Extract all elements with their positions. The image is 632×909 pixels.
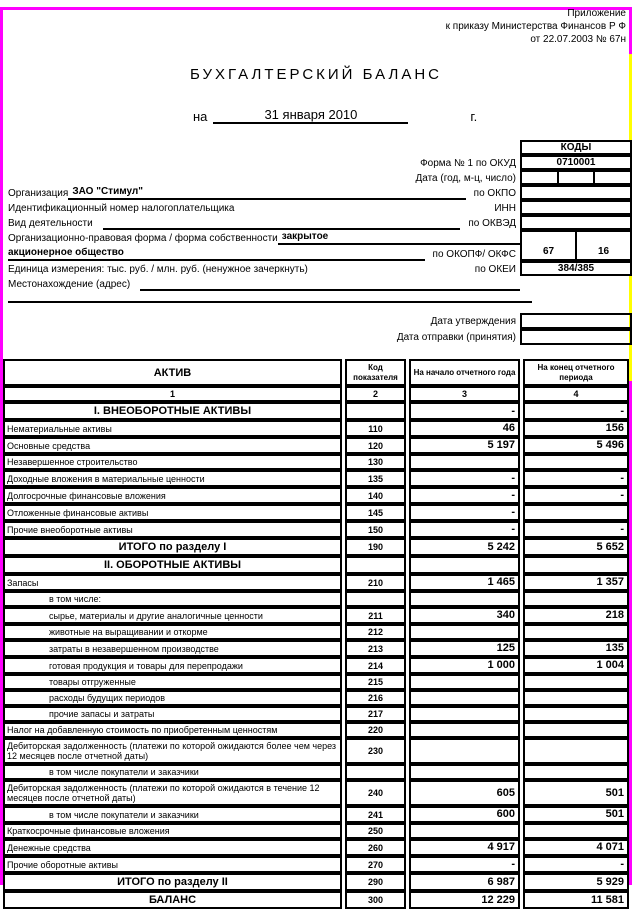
row-start-value-cell: 6 987 — [409, 873, 520, 891]
send-date-cell — [520, 329, 632, 345]
row-end-value-cell: 5 652 — [523, 538, 629, 556]
row-end-value-cell — [523, 556, 629, 574]
okfs-code-cell: 16 — [597, 246, 610, 257]
row-start-value-cell: - — [409, 521, 520, 538]
row-label-cell: товары отгруженные — [3, 674, 342, 690]
table-row — [3, 839, 629, 856]
row-label-cell: животные на выращивании и откорме — [3, 624, 342, 640]
row-label-cell: Запасы — [3, 574, 342, 591]
row-code-cell: 260 — [345, 839, 406, 856]
okopf-okfs-cells — [520, 230, 632, 261]
row-end-value-cell: 218 — [523, 607, 629, 624]
row-start-value-cell: 4 917 — [409, 839, 520, 856]
okopf-okfs-label: по ОКОПФ/ ОКФС — [432, 249, 516, 260]
row-end-value-cell: 501 — [523, 780, 629, 806]
report-date-line — [0, 107, 632, 124]
row-end-value-cell: 1 357 — [523, 574, 629, 591]
row-start-value-cell — [409, 706, 520, 722]
column-header-code: Код показателя — [345, 359, 406, 386]
row-end-value-cell: 1 004 — [523, 657, 629, 674]
row-start-value-cell — [409, 764, 520, 780]
row-label-cell: ИТОГО по разделу I — [3, 538, 342, 556]
row-code-cell: 300 — [345, 891, 406, 909]
row-label-cell: готовая продукция и товары для перепродажи — [3, 657, 342, 674]
table-row — [3, 891, 629, 909]
table-row — [3, 574, 629, 591]
column-number-2: 2 — [345, 386, 406, 402]
appendix-note-line2: к приказу Министерства Финансов Р Ф — [445, 21, 626, 32]
okei-code-cell: 384/385 — [520, 261, 632, 276]
okud-row — [8, 155, 632, 170]
row-label-cell: сырье, материалы и другие аналогичные ценности — [3, 607, 342, 624]
page-title: БУХГАЛТЕРСКИЙ БАЛАНС — [190, 66, 442, 83]
table-row — [3, 856, 629, 873]
appendix-note-line1: Приложение — [567, 8, 626, 19]
okei-label: по ОКЕИ — [474, 264, 516, 275]
table-row — [3, 538, 629, 556]
row-code-cell: 212 — [345, 624, 406, 640]
okved-code-cell — [520, 215, 632, 230]
send-date-row — [8, 329, 632, 345]
address-label: Местонахождение (адрес) — [8, 279, 131, 290]
row-start-value-cell — [409, 624, 520, 640]
table-row — [3, 454, 629, 470]
okud-label: Форма № 1 по ОКУД — [420, 158, 516, 169]
organization-value: ЗАО "Стимул" — [68, 185, 465, 200]
row-code-cell: 150 — [345, 521, 406, 538]
row-label-cell: Краткосрочные финансовые вложения — [3, 823, 342, 839]
row-code-cell: 213 — [345, 640, 406, 657]
inn-row — [8, 200, 632, 215]
organization-row — [8, 185, 632, 200]
row-code-cell: 145 — [345, 504, 406, 521]
row-end-value-cell: - — [523, 521, 629, 538]
date-year-cell — [522, 172, 559, 183]
address-row — [8, 276, 632, 291]
row-code-cell — [345, 764, 406, 780]
row-code-cell: 120 — [345, 437, 406, 454]
table-row — [3, 764, 629, 780]
row-end-value-cell: 156 — [523, 420, 629, 437]
row-start-value-cell — [409, 722, 520, 738]
row-code-cell: 220 — [345, 722, 406, 738]
row-code-cell: 135 — [345, 470, 406, 487]
date-code-cells — [520, 170, 632, 185]
row-start-value-cell — [409, 738, 520, 764]
legal-form-value2: акционерное общество — [8, 246, 425, 261]
table-row — [3, 640, 629, 657]
date-code-label: Дата (год, м-ц, число) — [415, 173, 516, 184]
row-code-cell — [345, 556, 406, 574]
legal-form-value1: закрытое — [278, 230, 520, 245]
table-row — [3, 607, 629, 624]
table-row — [3, 437, 629, 454]
row-start-value-cell: 605 — [409, 780, 520, 806]
row-start-value-cell: 125 — [409, 640, 520, 657]
table-row — [3, 873, 629, 891]
date-day-cell — [595, 172, 630, 183]
row-label-cell: Дебиторская задолженность (платежи по которой ожидаются в течение 12 месяцев после отчетной даты) — [3, 780, 342, 806]
row-start-value-cell — [409, 454, 520, 470]
row-label-cell: Прочие оборотные активы — [3, 856, 342, 873]
row-code-cell: 190 — [345, 538, 406, 556]
row-start-value-cell: 1 465 — [409, 574, 520, 591]
row-code-cell: 240 — [345, 780, 406, 806]
row-label-cell: Дебиторская задолженность (платежи по которой ожидаются более чем через 12 месяцев после отчетной даты) — [3, 738, 342, 764]
row-code-cell: 110 — [345, 420, 406, 437]
row-start-value-cell: 12 229 — [409, 891, 520, 909]
table-header-row — [3, 359, 629, 386]
table-row — [3, 780, 629, 806]
table-row — [3, 738, 629, 764]
row-label-cell: БАЛАНС — [3, 891, 342, 909]
activity-value-line — [103, 215, 461, 230]
row-start-value-cell: 340 — [409, 607, 520, 624]
codes-header-row — [8, 140, 632, 155]
table-row — [3, 504, 629, 521]
row-label-cell: в том числе покупатели и заказчики — [3, 764, 342, 780]
row-label-cell: Налог на добавленную стоимость по приобретенным ценностям — [3, 722, 342, 738]
unit-row — [8, 261, 632, 276]
column-numbers-row — [3, 386, 629, 402]
approval-date-cell — [520, 313, 632, 329]
row-label-cell: ИТОГО по разделу II — [3, 873, 342, 891]
column-number-3: 3 — [409, 386, 520, 402]
row-code-cell: 211 — [345, 607, 406, 624]
balance-table-body — [3, 402, 629, 909]
column-number-4: 4 — [523, 386, 629, 402]
row-start-value-cell: 5 242 — [409, 538, 520, 556]
row-code-cell: 216 — [345, 690, 406, 706]
row-end-value-cell: - — [523, 856, 629, 873]
row-start-value-cell: - — [409, 856, 520, 873]
row-code-cell: 230 — [345, 738, 406, 764]
address-value-line — [140, 276, 520, 291]
row-start-value-cell: - — [409, 487, 520, 504]
date-suffix: г. — [470, 109, 478, 124]
row-code-cell: 214 — [345, 657, 406, 674]
row-label-cell: Долгосрочные финансовые вложения — [3, 487, 342, 504]
row-label-cell: в том числе: — [3, 591, 342, 607]
column-number-1: 1 — [3, 386, 342, 402]
row-start-value-cell — [409, 823, 520, 839]
address-second-line — [8, 293, 532, 303]
row-start-value-cell: 600 — [409, 806, 520, 823]
row-end-value-cell — [523, 690, 629, 706]
row-code-cell — [345, 402, 406, 420]
row-code-cell: 250 — [345, 823, 406, 839]
row-end-value-cell — [523, 674, 629, 690]
legal-form-line1 — [8, 230, 520, 245]
row-end-value-cell — [523, 823, 629, 839]
row-start-value-cell: - — [409, 402, 520, 420]
table-row — [3, 420, 629, 437]
row-end-value-cell: 501 — [523, 806, 629, 823]
row-label-cell: Незавершенное строительство — [3, 454, 342, 470]
okpo-code-cell — [520, 185, 632, 200]
table-row — [3, 556, 629, 574]
row-code-cell: 290 — [345, 873, 406, 891]
row-end-value-cell — [523, 706, 629, 722]
row-end-value-cell: 11 581 — [523, 891, 629, 909]
table-row — [3, 690, 629, 706]
table-row — [3, 657, 629, 674]
row-code-cell: 130 — [345, 454, 406, 470]
row-label-cell: расходы будущих периодов — [3, 690, 342, 706]
inn-code-cell — [520, 200, 632, 215]
row-end-value-cell — [523, 624, 629, 640]
table-row — [3, 487, 629, 504]
row-end-value-cell — [523, 504, 629, 521]
table-row — [3, 706, 629, 722]
report-date-value: 31 января 2010 — [213, 107, 408, 124]
column-header-end: На конец отчетного периода — [523, 359, 629, 386]
date-prefix: на — [193, 109, 208, 124]
row-code-cell: 270 — [345, 856, 406, 873]
row-start-value-cell: 1 000 — [409, 657, 520, 674]
balance-sheet-document — [0, 7, 632, 909]
balance-table — [0, 359, 632, 909]
table-row — [3, 521, 629, 538]
row-code-cell: 241 — [345, 806, 406, 823]
row-end-value-cell — [523, 454, 629, 470]
row-code-cell: 140 — [345, 487, 406, 504]
row-label-cell: затраты в незавершенном производстве — [3, 640, 342, 657]
form-header-area — [0, 140, 632, 345]
row-label-cell: I. ВНЕОБОРОТНЫЕ АКТИВЫ — [3, 402, 342, 420]
row-end-value-cell — [523, 591, 629, 607]
table-row — [3, 591, 629, 607]
approval-date-row — [8, 313, 632, 329]
row-label-cell: Доходные вложения в материальные ценности — [3, 470, 342, 487]
okud-code-cell: 0710001 — [520, 155, 632, 170]
row-code-cell: 210 — [345, 574, 406, 591]
appendix-note — [0, 7, 626, 46]
table-row — [3, 722, 629, 738]
row-end-value-cell — [523, 738, 629, 764]
row-label-cell: в том числе покупатели и заказчики — [3, 806, 342, 823]
row-start-value-cell — [409, 674, 520, 690]
row-code-cell: 215 — [345, 674, 406, 690]
table-row — [3, 806, 629, 823]
row-end-value-cell: 5 496 — [523, 437, 629, 454]
send-date-label: Дата отправки (принятия) — [396, 331, 516, 343]
row-start-value-cell — [409, 690, 520, 706]
row-end-value-cell: 5 929 — [523, 873, 629, 891]
activity-label: Вид деятельности — [8, 218, 93, 229]
row-code-cell: 217 — [345, 706, 406, 722]
inn-row-label: Идентификационный номер налогоплательщика — [8, 203, 235, 214]
legal-form-label: Организационно-правовая форма / форма собственности — [8, 233, 278, 244]
legal-form-rows — [8, 230, 632, 261]
row-label-cell: Отложенные финансовые активы — [3, 504, 342, 521]
codes-box-header: КОДЫ — [520, 140, 632, 155]
row-start-value-cell — [409, 591, 520, 607]
row-label-cell: II. ОБОРОТНЫЕ АКТИВЫ — [3, 556, 342, 574]
row-code-cell — [345, 591, 406, 607]
date-code-row — [8, 170, 632, 185]
row-label-cell: Прочие внеоборотные активы — [3, 521, 342, 538]
row-end-value-cell: - — [523, 470, 629, 487]
okved-label: по ОКВЭД — [468, 218, 516, 229]
row-end-value-cell: - — [523, 402, 629, 420]
inn-label: ИНН — [494, 203, 516, 214]
row-start-value-cell: - — [409, 470, 520, 487]
row-end-value-cell — [523, 722, 629, 738]
row-start-value-cell: 5 197 — [409, 437, 520, 454]
okopf-code-cell: 67 — [522, 232, 577, 259]
table-row — [3, 624, 629, 640]
table-row — [3, 470, 629, 487]
row-start-value-cell: - — [409, 504, 520, 521]
appendix-note-line3: от 22.07.2003 № 67н — [530, 34, 626, 45]
row-end-value-cell: - — [523, 487, 629, 504]
row-label-cell: Денежные средства — [3, 839, 342, 856]
activity-row — [8, 215, 632, 230]
approval-dates-block — [8, 313, 632, 345]
table-row — [3, 823, 629, 839]
row-end-value-cell: 135 — [523, 640, 629, 657]
table-row — [3, 674, 629, 690]
date-month-cell — [559, 172, 596, 183]
approval-date-label: Дата утверждения — [430, 315, 516, 327]
okpo-label: по ОКПО — [473, 188, 516, 199]
unit-label: Единица измерения: тыс. руб. / млн. руб. (ненужное зачеркнуть) — [8, 264, 308, 275]
row-end-value-cell: 4 071 — [523, 839, 629, 856]
row-end-value-cell — [523, 764, 629, 780]
row-start-value-cell: 46 — [409, 420, 520, 437]
legal-form-line2 — [8, 245, 520, 261]
table-row — [3, 402, 629, 420]
row-label-cell: прочие запасы и затраты — [3, 706, 342, 722]
row-label-cell: Основные средства — [3, 437, 342, 454]
organization-label: Организация — [8, 188, 69, 199]
column-header-aktiv: АКТИВ — [3, 359, 342, 386]
row-label-cell: Нематериальные активы — [3, 420, 342, 437]
row-start-value-cell — [409, 556, 520, 574]
column-header-start: На начало отчетного года — [409, 359, 520, 386]
